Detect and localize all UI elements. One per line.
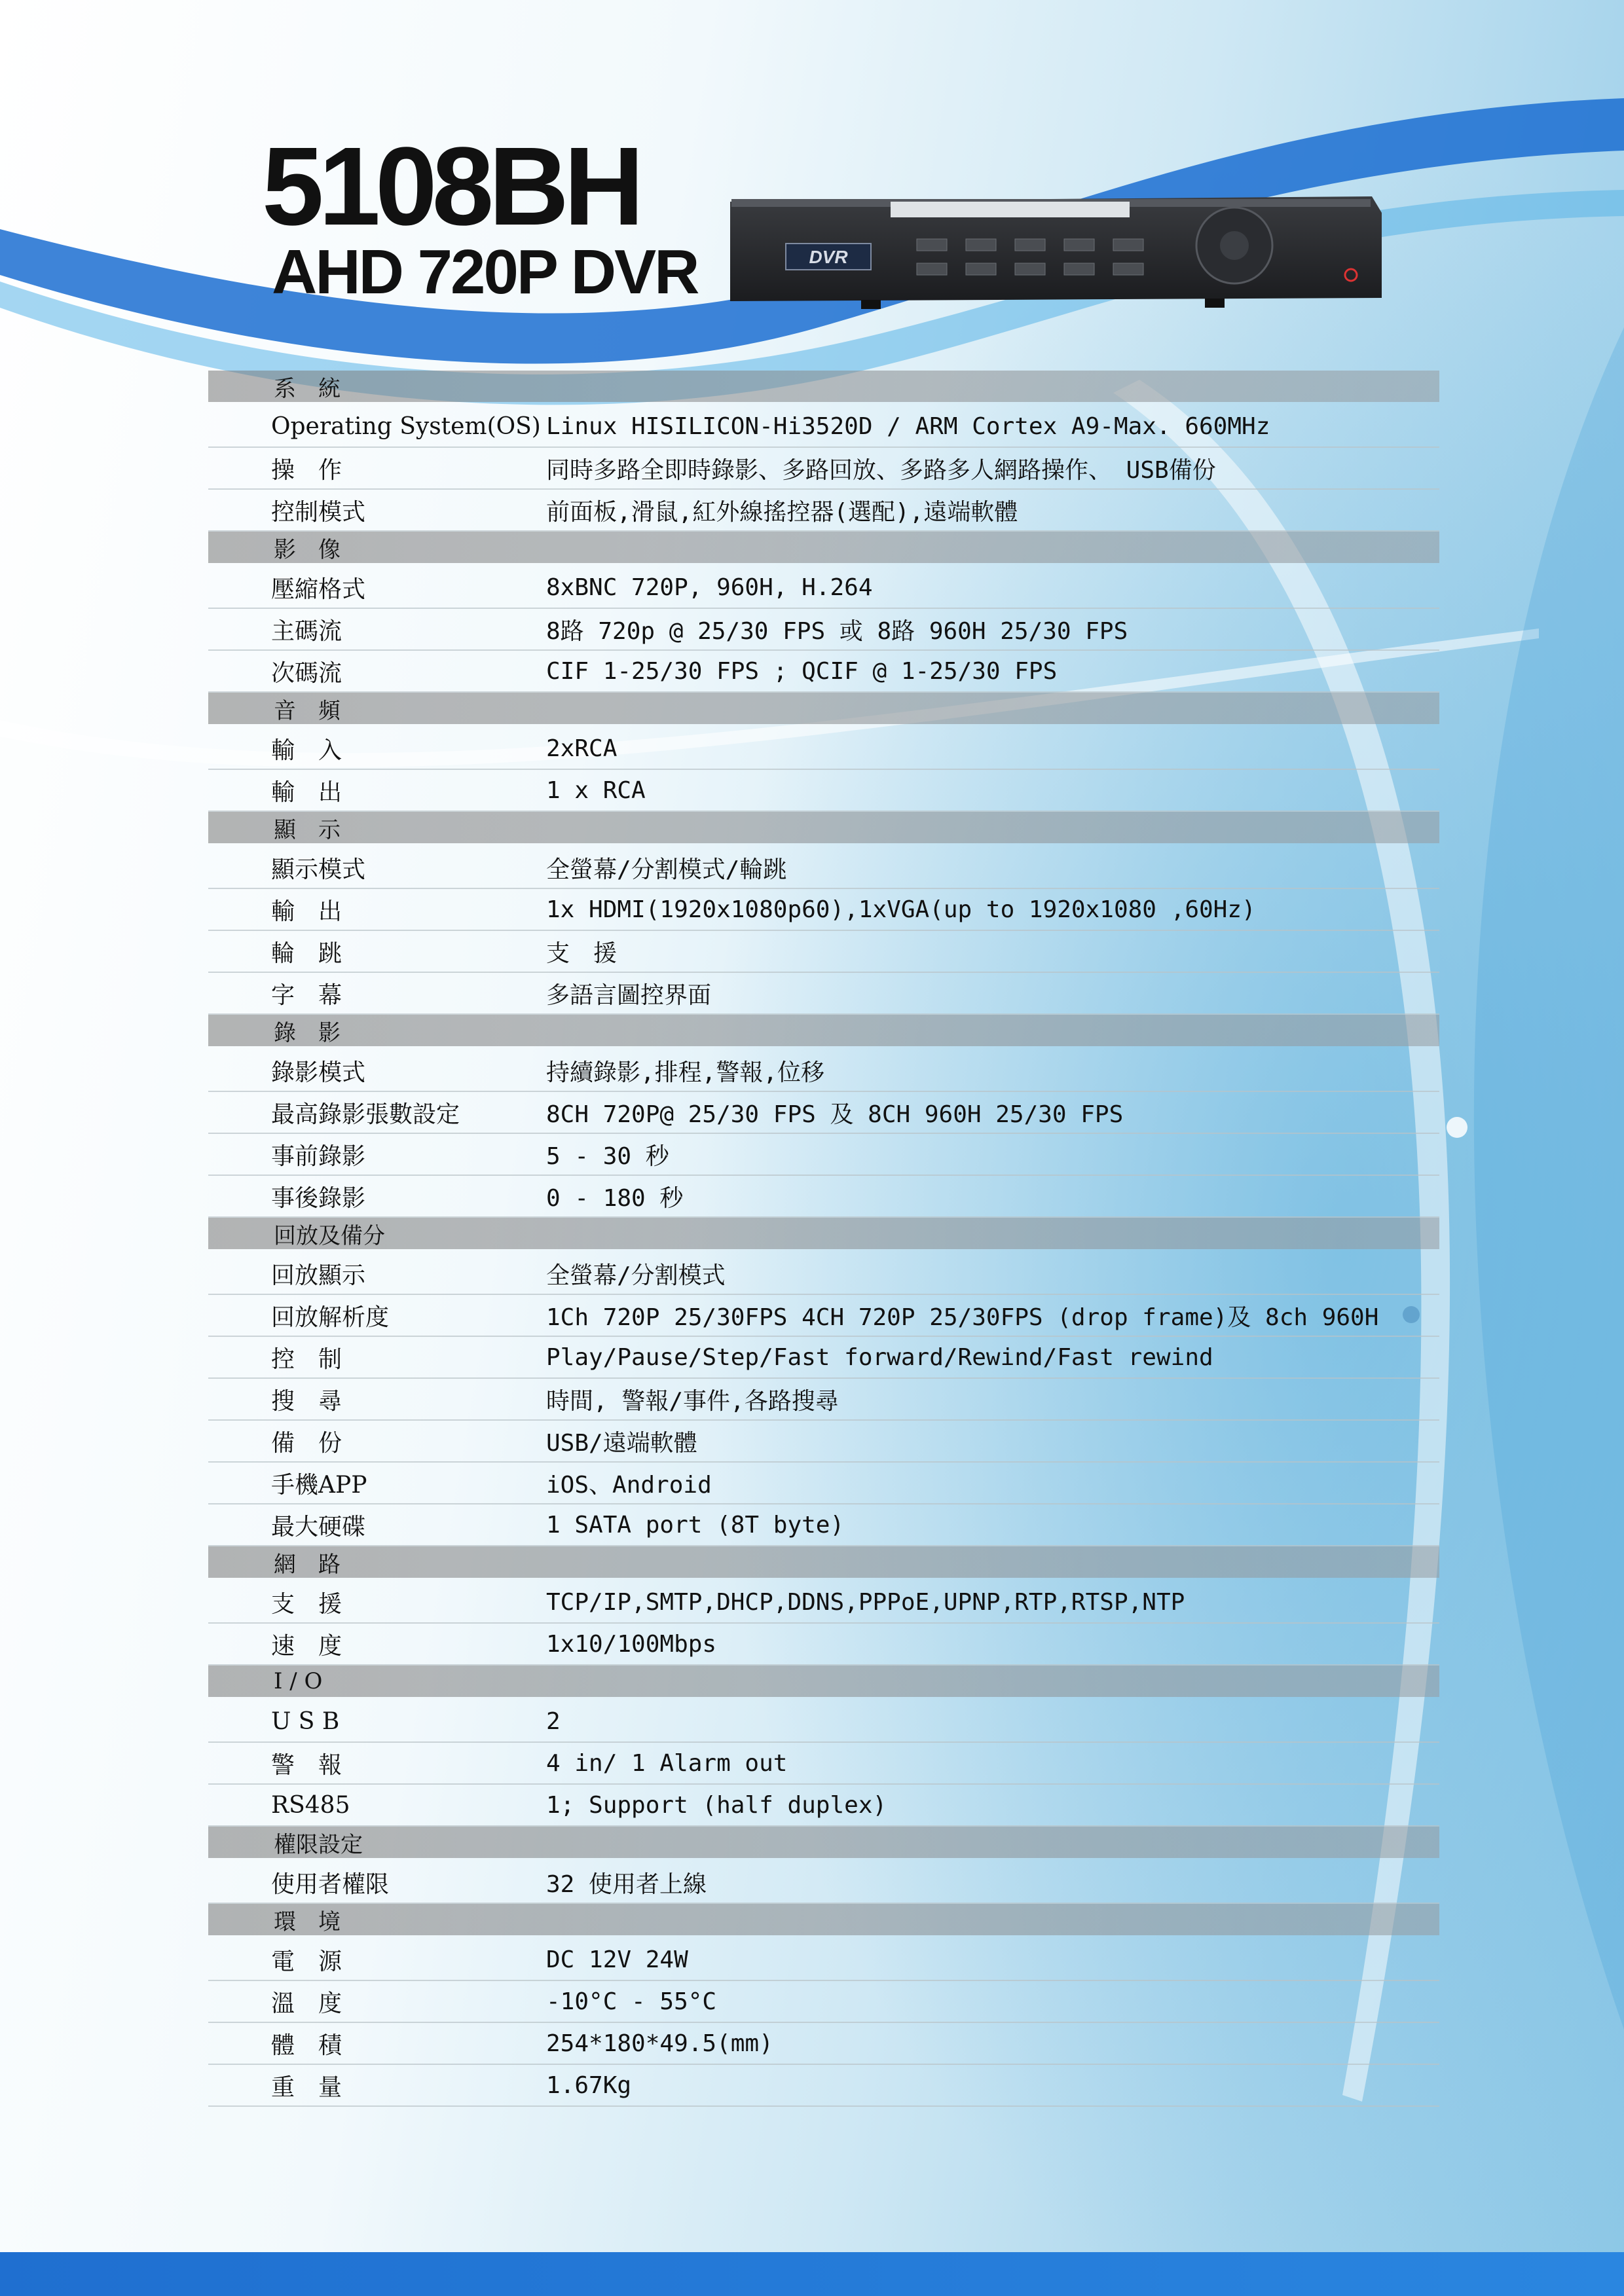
- spec-label: 事後錄影: [271, 1184, 366, 1212]
- spec-label: 最大硬碟: [271, 1513, 366, 1540]
- spec-label: 輸 入: [271, 737, 342, 764]
- spec-value: Linux HISILICON-Hi3520D / ARM Cortex A9-Max. 660MHz: [546, 412, 1270, 440]
- spec-label: 錄影模式: [271, 1059, 366, 1086]
- spec-value: 1 x RCA: [546, 776, 646, 804]
- spec-row: [208, 1504, 1439, 1546]
- spec-label: 使用者權限: [271, 1870, 390, 1898]
- spec-row: [208, 1785, 1439, 1827]
- spec-value: 支 援: [546, 939, 618, 967]
- spec-label: 操 作: [271, 456, 342, 484]
- spec-value: 254*180*49.5(mm): [546, 2030, 773, 2057]
- dvr-device-image: [724, 183, 1385, 314]
- spec-row: [208, 406, 1439, 448]
- spec-label: 顯示模式: [271, 856, 366, 883]
- spec-label: 事前錄影: [271, 1142, 366, 1170]
- spec-row: [208, 1862, 1439, 1904]
- spec-value: 0 - 180 秒: [546, 1184, 684, 1212]
- spec-label: 回放解析度: [271, 1303, 390, 1331]
- section-header: 權限設定: [208, 1827, 1439, 1858]
- model-subtitle: AHD 720P DVR: [272, 237, 698, 307]
- spec-row: [208, 973, 1439, 1015]
- dvr-logo: DVR: [809, 247, 848, 267]
- spec-row: [208, 1939, 1439, 1981]
- spec-row: [208, 1253, 1439, 1295]
- spec-label: 主碼流: [271, 617, 342, 645]
- spec-label: 回放顯示: [271, 1262, 366, 1289]
- spec-value: 4 in/ 1 Alarm out: [546, 1749, 788, 1777]
- spec-value: 2: [546, 1707, 561, 1735]
- spec-value: CIF 1-25/30 FPS ; QCIF @ 1-25/30 FPS: [546, 657, 1058, 685]
- spec-value: TCP/IP,SMTP,DHCP,DDNS,PPPoE,UPNP,RTP,RTSP,NTP: [546, 1588, 1185, 1616]
- spec-label: 輸 出: [271, 898, 342, 925]
- spec-row: [208, 847, 1439, 889]
- section-header: 顯 示: [208, 812, 1439, 843]
- spec-value: -10°C - 55°C: [546, 1988, 717, 2015]
- spec-value: 時間, 警報/事件,各路搜尋: [546, 1387, 839, 1415]
- spec-label: 速 度: [271, 1632, 342, 1660]
- spec-value: 全螢幕/分割模式: [546, 1262, 726, 1289]
- spec-row: [208, 1050, 1439, 1092]
- spec-row: [208, 1337, 1439, 1379]
- section-header: I / O: [208, 1666, 1439, 1697]
- spec-label: 支 援: [271, 1590, 342, 1618]
- spec-row: [208, 770, 1439, 812]
- spec-value: 前面板,滑鼠,紅外線搖控器(選配),遠端軟體: [546, 498, 1018, 526]
- spec-label: 輪 跳: [271, 939, 342, 967]
- model-title: 5108BH: [262, 124, 639, 249]
- spec-label: 警 報: [271, 1751, 342, 1779]
- spec-row: [208, 1421, 1439, 1463]
- spec-row: [208, 567, 1439, 609]
- footer-bar: [0, 2252, 1624, 2296]
- spec-label: 字 幕: [271, 981, 342, 1009]
- spec-label: 備 份: [271, 1429, 342, 1457]
- spec-row: [208, 2065, 1439, 2107]
- spec-table: [208, 371, 1439, 2107]
- spec-row: [208, 1743, 1439, 1785]
- spec-value: 1x HDMI(1920x1080p60),1xVGA(up to 1920x1080 ,60Hz): [546, 896, 1256, 923]
- spec-value: 8路 720p @ 25/30 FPS 或 8路 960H 25/30 FPS: [546, 617, 1128, 645]
- spec-label: 最高錄影張數設定: [271, 1101, 460, 1128]
- spec-value: 2xRCA: [546, 735, 618, 762]
- spec-label: 體 積: [271, 2032, 342, 2059]
- spec-label: 搜 尋: [271, 1387, 342, 1415]
- spec-row: [208, 609, 1439, 651]
- spec-value: iOS、Android: [546, 1471, 712, 1499]
- spec-label: 控制模式: [271, 498, 366, 526]
- spec-label: 輸 出: [271, 778, 342, 806]
- spec-row: [208, 1463, 1439, 1504]
- spec-label: 手機APP: [271, 1471, 367, 1499]
- spec-value: 8xBNC 720P, 960H, H.264: [546, 574, 873, 601]
- spec-value: DC 12V 24W: [546, 1946, 688, 1973]
- spec-row: [208, 1582, 1439, 1624]
- spec-value: Play/Pause/Step/Fast forward/Rewind/Fast rewind: [546, 1343, 1213, 1371]
- spec-label: 電 源: [271, 1948, 342, 1975]
- section-header: 環 境: [208, 1904, 1439, 1935]
- spec-row: [208, 651, 1439, 693]
- spec-value: 1Ch 720P 25/30FPS 4CH 720P 25/30FPS (drop frame)及 8ch 960H: [546, 1303, 1379, 1331]
- spec-row: [208, 1176, 1439, 1218]
- spec-row: [208, 889, 1439, 931]
- spec-row: [208, 1134, 1439, 1176]
- spec-value: 同時多路全即時錄影、多路回放、多路多人網路操作、 USB備份: [546, 456, 1216, 484]
- spec-label: 控 制: [271, 1345, 342, 1373]
- section-header: 影 像: [208, 532, 1439, 563]
- spec-row: [208, 448, 1439, 490]
- spec-label: 次碼流: [271, 659, 342, 687]
- spec-row: [208, 1295, 1439, 1337]
- spec-label: U S B: [271, 1707, 340, 1735]
- spec-value: 8CH 720P@ 25/30 FPS 及 8CH 960H 25/30 FPS: [546, 1101, 1124, 1128]
- spec-value: 5 - 30 秒: [546, 1142, 669, 1170]
- spec-value: 1x10/100Mbps: [546, 1630, 717, 1658]
- spec-row: [208, 490, 1439, 532]
- spec-value: 多語言圖控界面: [546, 981, 712, 1009]
- spec-row: [208, 2023, 1439, 2065]
- spec-value: 1 SATA port (8T byte): [546, 1511, 845, 1539]
- section-header: 系 統: [208, 371, 1439, 402]
- spec-row: [208, 1092, 1439, 1134]
- section-header: 網 路: [208, 1546, 1439, 1578]
- section-header: 錄 影: [208, 1015, 1439, 1046]
- spec-value: 持續錄影,排程,警報,位移: [546, 1059, 825, 1086]
- spec-value: 32 使用者上線: [546, 1870, 707, 1898]
- spec-row: [208, 1379, 1439, 1421]
- section-header: 回放及備分: [208, 1218, 1439, 1249]
- section-header: 音 頻: [208, 693, 1439, 724]
- spec-label: RS485: [271, 1791, 350, 1819]
- spec-row: [208, 931, 1439, 973]
- spec-label: Operating System(OS): [271, 412, 541, 440]
- spec-row: [208, 1624, 1439, 1666]
- spec-row: [208, 1701, 1439, 1743]
- spec-value: 1; Support (half duplex): [546, 1791, 887, 1819]
- spec-label: 壓縮格式: [271, 575, 366, 603]
- spec-label: 溫 度: [271, 1990, 342, 2017]
- spec-value: USB/遠端軟體: [546, 1429, 697, 1457]
- spec-value: 1.67Kg: [546, 2071, 632, 2099]
- spec-row: [208, 1981, 1439, 2023]
- spec-label: 重 量: [271, 2073, 342, 2101]
- spec-value: 全螢幕/分割模式/輪跳: [546, 856, 787, 883]
- spec-row: [208, 728, 1439, 770]
